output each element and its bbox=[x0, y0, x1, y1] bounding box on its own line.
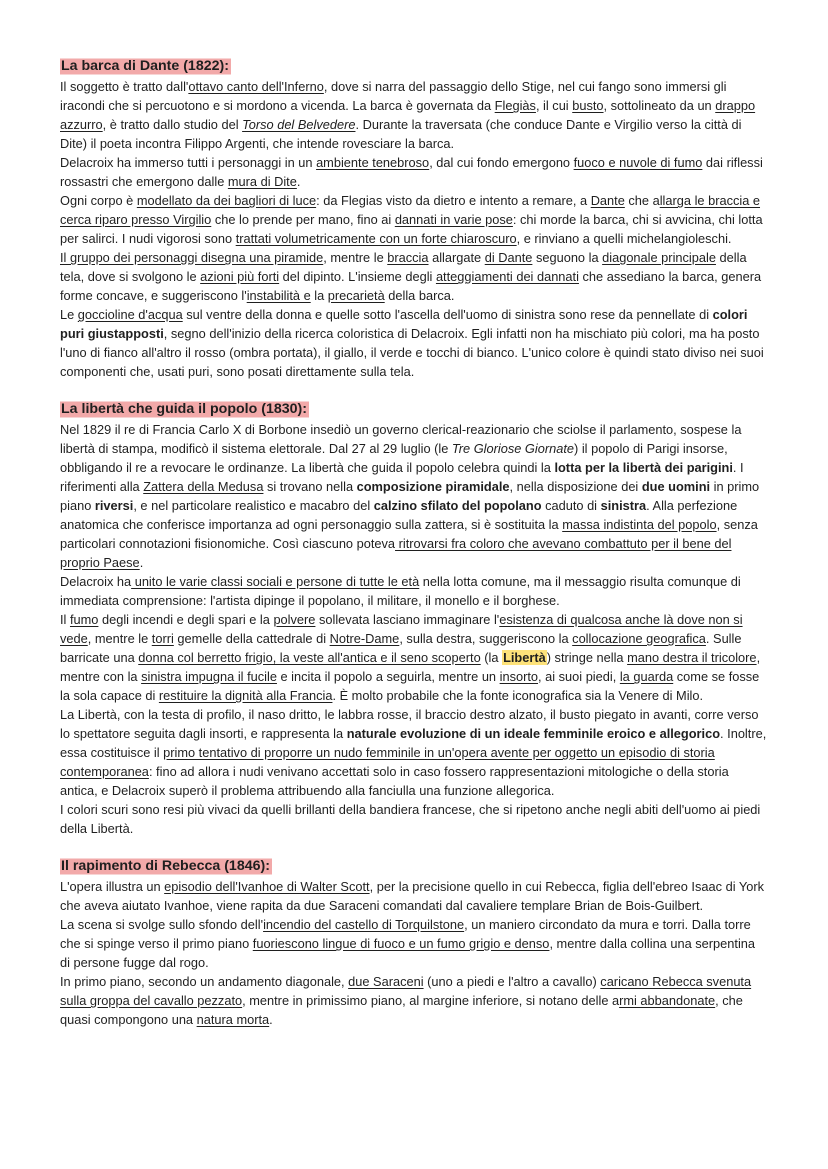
highlighted-keyword: Libertà bbox=[503, 650, 546, 665]
text-run: , segno dell'inizio della ricerca coloristica di Delacroix. Egli infatti non ha mischiato più colori, ma ha posto l'uno di fianco all'altro il rosso (ombra portata), il giallo, il verde e tocchi di bianco. L'unico colore è quindi stato diviso nei suoi componenti che, usati puri, sono posati direttamente sulla tela. bbox=[60, 326, 764, 379]
underlined-phrase: esistenza di qualcosa anche là dove non si vede bbox=[60, 612, 743, 646]
paragraph bbox=[60, 610, 768, 705]
text-run: . Durante la traversata (che conduce Dante e Virgilio verso la città di Dite) il poeta incontra Filippo Argenti, che intende rovesciare la barca. bbox=[60, 117, 742, 151]
underlined-phrase: episodio dell'Ivanhoe di Walter Scott bbox=[164, 879, 370, 894]
underlined-phrase: instabilità e bbox=[246, 288, 311, 303]
underlined-phrase: rmi abbandonate bbox=[619, 993, 716, 1008]
underlined-phrase: massa indistinta del popolo bbox=[562, 517, 717, 532]
underlined-phrase: insorto bbox=[499, 669, 539, 684]
underlined-phrase: caricano Rebecca svenuta sulla groppa del cavallo pezzato bbox=[60, 974, 752, 1008]
underlined-phrase: fumo bbox=[69, 612, 99, 627]
text-run: gemelle della cattedrale di bbox=[173, 631, 330, 646]
underlined-phrase: llarga le braccia e cerca riparo presso Virgilio bbox=[60, 193, 761, 227]
text-run: , nella disposizione dei bbox=[509, 479, 642, 494]
underlined-phrase: torri bbox=[151, 631, 174, 646]
underlined-phrase: incendio del castello di Torquilstone bbox=[263, 917, 465, 932]
paragraph bbox=[60, 915, 768, 972]
text-run: , dal cui fondo emergono bbox=[429, 155, 574, 170]
underlined-phrase: due Saraceni bbox=[348, 974, 424, 989]
paragraph bbox=[60, 800, 768, 838]
underlined-phrase: la guarda bbox=[619, 669, 674, 684]
underlined-phrase: braccia bbox=[387, 250, 429, 265]
section-title: La barca di Dante (1822): bbox=[61, 58, 229, 74]
underlined-phrase: Torso del Belvedere bbox=[242, 117, 356, 132]
paragraph bbox=[60, 877, 768, 915]
text-run: . Alla perfezione anatomica che conferisce importanza ad ogni personaggio sulla zattera, si è sostituita la bbox=[60, 498, 738, 532]
text-run: come se fosse la sola capace di bbox=[60, 669, 760, 703]
bold-phrase: lotta per la libertà dei parigini bbox=[554, 460, 733, 475]
bold-phrase: due uomini bbox=[641, 479, 711, 494]
text-run: , è tratto dallo studio del bbox=[102, 117, 243, 132]
text-run: della tela, dove si svolgono le bbox=[60, 250, 747, 284]
text-run: , e nel particolare realistico e macabro del bbox=[133, 498, 374, 513]
underlined-phrase: fuoriescono lingue di fuoco e un fumo grigio e denso bbox=[252, 936, 550, 951]
underlined-phrase: drappo azzurro bbox=[60, 98, 756, 132]
text-run: . Inoltre, essa costituisce il bbox=[60, 726, 767, 760]
text-run: , un maniero circondato da mura e torri. Dalla torre che si spinge verso il primo piano bbox=[60, 917, 751, 951]
text-run: , sulla destra, suggeriscono la bbox=[399, 631, 573, 646]
bold-phrase: composizione piramidale bbox=[356, 479, 510, 494]
text-run: Tre Gloriose Giornate bbox=[451, 441, 575, 456]
underlined-phrase: dannati in varie pose bbox=[394, 212, 513, 227]
text-run: Le bbox=[60, 307, 78, 322]
underlined-phrase: precarietà bbox=[327, 288, 385, 303]
text-run: seguono la bbox=[532, 250, 603, 265]
bold-phrase: sinistra bbox=[600, 498, 647, 513]
text-run: la bbox=[310, 288, 328, 303]
text-run: Ogni corpo è bbox=[60, 193, 137, 208]
text-run: che assediano la barca, genera forme concave, e suggeriscono l' bbox=[60, 269, 762, 303]
text-run: , mentre le bbox=[87, 631, 152, 646]
text-run: Il soggetto è tratto dall' bbox=[60, 79, 189, 94]
underlined-phrase: donna col berretto frigio, la veste all'antica e il seno scoperto bbox=[138, 650, 481, 665]
text-run: del dipinto. L'insieme degli bbox=[279, 269, 436, 284]
underlined-phrase: polvere bbox=[273, 612, 316, 627]
underlined-phrase: ritrovarsi fra coloro che avevano combattuto per il bene del proprio Paese bbox=[60, 536, 732, 570]
underlined-phrase: goccioline d'acqua bbox=[77, 307, 183, 322]
text-run: La Libertà, con la testa di profilo, il naso dritto, le labbra rosse, il braccio destro alzato, il busto piegato in avanti, corre verso lo spettatore seguita dagli insorti, e rappresenta la bbox=[60, 707, 759, 741]
text-run: , sottolineato da un bbox=[603, 98, 716, 113]
section-barca-di-dante bbox=[60, 57, 768, 381]
underlined-phrase: restituire la dignità alla Francia bbox=[158, 688, 333, 703]
underlined-phrase: collocazione geografica bbox=[572, 631, 706, 646]
bold-phrase: calzino sfilato del popolano bbox=[373, 498, 542, 513]
text-run: : chi morde la barca, chi si avvicina, chi lotta per salirci. I nudi vigorosi sono bbox=[60, 212, 763, 246]
text-run: , mentre dalla collina una serpentina di persone fugge dal rogo. bbox=[60, 936, 756, 970]
underlined-phrase: di Dante bbox=[484, 250, 533, 265]
text-run: Il bbox=[60, 612, 70, 627]
text-run: , che quasi compongono una bbox=[60, 993, 743, 1027]
underlined-phrase: busto bbox=[572, 98, 604, 113]
text-run: degli incendi e degli spari e la bbox=[98, 612, 274, 627]
paragraph bbox=[60, 77, 768, 153]
paragraph bbox=[60, 420, 768, 572]
underlined-phrase: Flegiàs bbox=[494, 98, 536, 113]
text-run: (uno a piedi e l'altro a cavallo) bbox=[423, 974, 601, 989]
section-body bbox=[60, 420, 768, 838]
text-run: . bbox=[139, 555, 144, 570]
underlined-phrase: modellato da dei bagliori di luce bbox=[136, 193, 317, 208]
text-run: : fino ad allora i nudi venivano accettati solo in caso fossero rappresentazioni mitologiche o della storia antica, e Delacroix superò il problema attribuendo alla fanciulla una funzione allegorica. bbox=[60, 764, 729, 798]
text-run: , e rinviano a quelli michelangioleschi. bbox=[516, 231, 732, 246]
bold-phrase: colori puri giustapposti bbox=[60, 307, 748, 341]
underlined-phrase: sinistra impugna il fucile bbox=[141, 669, 277, 684]
text-run: nella lotta comune, ma il messaggio risulta comunque di immediata comprensione: l'artista dipinge il popolano, il militare, il monello e il borghese. bbox=[60, 574, 741, 608]
underlined-phrase: ambiente tenebroso bbox=[316, 155, 430, 170]
underlined-phrase: fuoco e nuvole di fumo bbox=[573, 155, 703, 170]
underlined-phrase: Dante bbox=[590, 193, 625, 208]
text-run: , dove si narra del passaggio dello Stige, nel cui fango sono immersi gli iracondi che si percuotono e si mordono a vicenda. La barca è governata da bbox=[60, 79, 727, 113]
underlined-phrase: trattati volumetricamente con un forte chiaroscuro bbox=[235, 231, 517, 246]
text-run: che a bbox=[624, 193, 660, 208]
text-run: I colori scuri sono resi più vivaci da quelli brillanti della bandiera francese, che si ripetono anche negli abiti dell'uomo ai piedi della Libertà. bbox=[60, 802, 761, 836]
text-run: , mentre in primissimo piano, al margine inferiore, si notano delle a bbox=[242, 993, 620, 1008]
bold-phrase: naturale evoluzione di un ideale femminile eroico e allegorico bbox=[346, 726, 721, 741]
text-run: Delacroix ha bbox=[60, 574, 132, 589]
paragraph bbox=[60, 705, 768, 800]
underlined-phrase: Notre-Dame bbox=[329, 631, 400, 646]
text-run: , il cui bbox=[535, 98, 573, 113]
text-run: : da Flegias visto da dietro e intento a remare, a bbox=[316, 193, 591, 208]
text-run: si trovano nella bbox=[263, 479, 357, 494]
section-title: Il rapimento di Rebecca (1846): bbox=[61, 858, 270, 874]
paragraph bbox=[60, 572, 768, 610]
underlined-phrase: primo tentativo di proporre un nudo femminile in un'opera avente per oggetto un episodio di storia contemporanea bbox=[60, 745, 715, 779]
text-run: . Sulle barricate una bbox=[60, 631, 742, 665]
text-run: dai riflessi rossastri che emergono dalle bbox=[60, 155, 763, 189]
paragraph bbox=[60, 972, 768, 1029]
text-run: L'opera illustra un bbox=[60, 879, 165, 894]
text-run: , senza particolari connotazioni fisionomiche. Così ciascuno poteva bbox=[60, 517, 758, 551]
section-title: La libertà che guida il popolo (1830): bbox=[61, 401, 307, 417]
text-run: . bbox=[296, 174, 301, 189]
underlined-phrase: diagonale principale bbox=[602, 250, 716, 265]
paragraph bbox=[60, 153, 768, 191]
text-run: sollevata lasciano immaginare l' bbox=[315, 612, 500, 627]
text-run: (la bbox=[480, 650, 503, 665]
section-body bbox=[60, 877, 768, 1029]
underlined-phrase: atteggiamenti dei dannati bbox=[435, 269, 579, 284]
text-run: Nel 1829 il re di Francia Carlo X di Borbone insediò un governo clerical-reazionario che sciolse il parlamento, sospese la libertà di stampa, modificò il sistema elettorale. Dal 27 al 29 luglio (le bbox=[60, 422, 742, 456]
paragraph bbox=[60, 248, 768, 305]
underlined-phrase: unito le varie classi sociali e persone di tutte le età bbox=[131, 574, 420, 589]
text-run: allargate bbox=[428, 250, 485, 265]
text-run: caduto di bbox=[541, 498, 601, 513]
text-run: . I riferimenti alla bbox=[60, 460, 744, 494]
bold-phrase: riversi bbox=[94, 498, 134, 513]
underlined-phrase: natura morta bbox=[196, 1012, 270, 1027]
underlined-phrase: azioni più forti bbox=[200, 269, 280, 284]
text-run: Delacroix ha immerso tutti i personaggi in un bbox=[60, 155, 317, 170]
text-run: , per la precisione quello in cui Rebecca, figlia dell'ebreo Isaac di York che aveva aiutato Ivanhoe, viene rapita da due Saraceni comandati dal cavaliere templare Brian de Bois-Guilbert. bbox=[60, 879, 764, 913]
text-run: La scena si svolge sullo sfondo dell' bbox=[60, 917, 264, 932]
text-run: , mentre le bbox=[323, 250, 388, 265]
text-run: ) il popolo di Parigi insorse, obbligando il re a revocare le ordinanze. La libertà che guida il popolo celebra quindi la bbox=[60, 441, 728, 475]
text-run: In primo piano, secondo un andamento diagonale, bbox=[60, 974, 349, 989]
text-run: ) stringe nella bbox=[546, 650, 628, 665]
text-run: , ai suoi piedi, bbox=[538, 669, 620, 684]
text-run: e incita il popolo a seguirla, mentre un bbox=[276, 669, 500, 684]
text-run: sul ventre della donna e quelle sotto l'ascella dell'uomo di sinistra sono rese da pennellate di bbox=[182, 307, 713, 322]
paragraph bbox=[60, 305, 768, 381]
underlined-phrase: mano destra il tricolore bbox=[627, 650, 757, 665]
section-liberta-guida-popolo bbox=[60, 400, 768, 838]
text-run: . bbox=[269, 1012, 273, 1027]
underlined-phrase: mura di Dite bbox=[227, 174, 297, 189]
section-body bbox=[60, 77, 768, 381]
text-run: . È molto probabile che la fonte iconografica sia la Venere di Milo. bbox=[332, 688, 704, 703]
underlined-phrase: ottavo canto dell'Inferno bbox=[188, 79, 324, 94]
text-run: , mentre con la bbox=[60, 650, 761, 684]
text-run: in primo piano bbox=[60, 479, 760, 513]
text-run: della barca. bbox=[384, 288, 455, 303]
section-rapimento-rebecca bbox=[60, 857, 768, 1029]
text-run: che lo prende per mano, fino ai bbox=[211, 212, 395, 227]
paragraph bbox=[60, 191, 768, 248]
underlined-phrase: Il gruppo dei personaggi disegna una piramide bbox=[60, 250, 324, 265]
underlined-phrase: Zattera della Medusa bbox=[143, 479, 264, 494]
